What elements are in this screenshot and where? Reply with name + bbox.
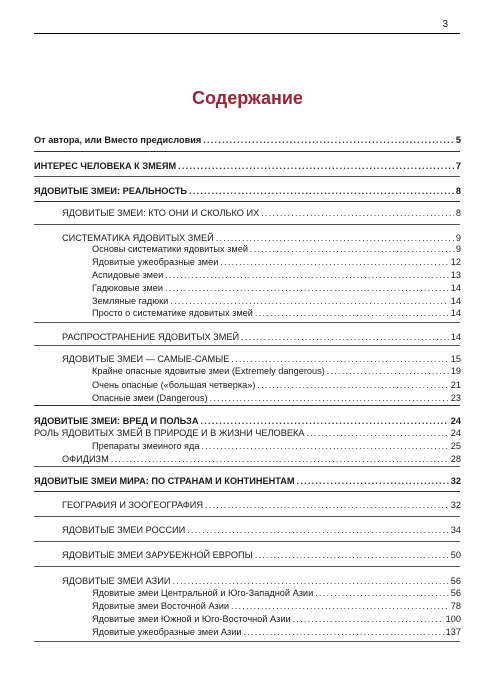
dot-leader xyxy=(220,257,448,268)
toc-entry-label: ОФИДИЗМ xyxy=(62,454,109,464)
dot-leader xyxy=(231,601,449,612)
toc-entry-page: 21 xyxy=(450,380,461,390)
toc-entry-page: 14 xyxy=(450,283,461,293)
dot-leader xyxy=(203,135,454,146)
toc-entry[interactable] xyxy=(92,380,461,391)
dot-leader xyxy=(315,588,449,599)
toc-entry-page: 32 xyxy=(450,500,461,510)
toc-entry[interactable] xyxy=(62,454,461,465)
toc-entry-label: ИНТЕРЕС ЧЕЛОВЕКА К ЗМЕЯМ xyxy=(34,161,177,171)
toc-entry-label: ЯДОВИТЫЕ ЗМЕИ АЗИИ xyxy=(62,576,171,586)
toc-entry-label: ЯДОВИТЫЕ ЗМЕИ — САМЫЕ-САМЫЕ xyxy=(62,354,230,364)
dot-leader xyxy=(250,244,454,255)
dot-leader xyxy=(241,332,449,343)
dot-leader xyxy=(178,161,454,172)
dot-leader xyxy=(306,428,448,439)
toc-entry-page: 50 xyxy=(450,550,461,560)
toc-entry[interactable] xyxy=(92,366,461,377)
toc-entry-label: СИСТЕМАТИКА ЯДОВИТЫХ ЗМЕЙ xyxy=(62,233,214,243)
toc-entry-page: 12 xyxy=(450,257,461,267)
toc-entry-page: 9 xyxy=(455,233,461,243)
dot-leader xyxy=(202,441,449,452)
toc-entry-page: 7 xyxy=(455,161,461,171)
toc-entry-label: Ядовитые ужеобразные змеи xyxy=(92,257,219,267)
section-divider xyxy=(34,491,460,492)
toc-entry-label: РАСПРОСТРАНЕНИЕ ЯДОВИТЫХ ЗМЕЙ xyxy=(62,332,240,342)
section-divider xyxy=(34,405,460,406)
toc-entry[interactable] xyxy=(92,393,461,404)
toc-entry[interactable] xyxy=(92,614,461,625)
toc-entry-label: ЯДОВИТЫЕ ЗМЕИ РОССИИ xyxy=(62,525,186,535)
dot-leader xyxy=(297,476,449,487)
toc-entry-page: 34 xyxy=(450,525,461,535)
toc-entry[interactable] xyxy=(62,525,461,536)
toc-entry-page: 137 xyxy=(445,627,461,637)
toc-entry[interactable] xyxy=(62,233,461,244)
dot-leader xyxy=(189,186,454,197)
toc-entry[interactable] xyxy=(92,588,461,599)
toc-entry-label: Основы систематики ядовитых змей xyxy=(92,244,248,254)
toc-entry[interactable] xyxy=(92,283,461,294)
dot-leader xyxy=(255,550,449,561)
section-divider xyxy=(34,541,460,542)
toc-entry-page: 78 xyxy=(450,601,461,611)
section-divider xyxy=(34,201,460,202)
toc-entry-page: 25 xyxy=(450,441,461,451)
toc-entry[interactable] xyxy=(34,186,461,197)
toc-entry-label: ЯДОВИТЫЕ ЗМЕИ: ВРЕД И ПОЛЬЗА xyxy=(34,416,199,426)
toc-entry[interactable] xyxy=(92,601,461,612)
toc-entry-page: 19 xyxy=(450,366,461,376)
section-divider xyxy=(34,566,460,567)
toc-entry-label: ЯДОВИТЫЕ ЗМЕИ: РЕАЛЬНОСТЬ xyxy=(34,186,188,196)
header-rule xyxy=(34,33,460,34)
dot-leader xyxy=(231,354,448,365)
toc-entry-label: ЯДОВИТЫЕ ЗМЕИ ЗАРУБЕЖНОЙ ЕВРОПЫ xyxy=(62,550,253,560)
toc-entry-page: 14 xyxy=(450,308,461,318)
toc-entry[interactable] xyxy=(92,441,461,452)
toc-entry-page: 14 xyxy=(450,332,461,342)
dot-leader xyxy=(327,366,449,377)
toc-entry-page: 9 xyxy=(455,244,461,254)
toc-entry-label: РОЛЬ ЯДОВИТЫХ ЗМЕЙ В ПРИРОДЕ И В ЖИЗНИ ЧЕЛОВЕКА xyxy=(34,428,305,438)
section-divider xyxy=(34,345,460,346)
toc-entry-label: Ядовитые змеи Восточной Азии xyxy=(92,601,230,611)
section-divider xyxy=(34,466,460,467)
dot-leader xyxy=(293,614,444,625)
toc-entry[interactable] xyxy=(62,354,461,365)
toc-entry-label: Земляные гадюки xyxy=(92,296,169,306)
toc-entry[interactable] xyxy=(62,208,461,219)
toc-entry[interactable] xyxy=(62,500,461,511)
toc-entry[interactable] xyxy=(62,576,461,587)
toc-entry-label: Ядовитые ужеобразные змеи Азии xyxy=(92,627,242,637)
toc-entry[interactable] xyxy=(34,135,461,146)
toc-entry-page: 14 xyxy=(450,296,461,306)
toc-entry[interactable] xyxy=(34,416,461,427)
toc-entry[interactable] xyxy=(92,296,461,307)
toc-entry-label: Очень опасные («большая четверка») xyxy=(92,380,256,390)
toc-entry-label: Препараты змеиного яда xyxy=(92,441,200,451)
toc-entry[interactable] xyxy=(92,244,461,255)
toc-entry-label: Просто о систематике ядовитых змей xyxy=(92,308,253,318)
dot-leader xyxy=(170,296,448,307)
dot-leader xyxy=(216,233,454,244)
toc-entry-label: Гадюковые змеи xyxy=(92,283,163,293)
section-divider xyxy=(34,641,460,642)
toc-entry[interactable] xyxy=(92,270,461,281)
toc-entry-label: ЯДОВИТЫЕ ЗМЕИ: КТО ОНИ И СКОЛЬКО ИХ xyxy=(62,208,260,218)
page-title: Содержание xyxy=(192,88,303,108)
dot-leader xyxy=(257,380,448,391)
toc-entry-label: Опасные змеи (Dangerous) xyxy=(92,393,208,403)
toc-entry[interactable] xyxy=(92,627,461,638)
section-divider xyxy=(34,322,460,323)
page-number: 3 xyxy=(442,19,448,30)
dot-leader xyxy=(244,627,444,638)
toc-entry[interactable] xyxy=(62,332,461,343)
toc-entry-page: 15 xyxy=(450,354,461,364)
toc-entry-page: 24 xyxy=(450,416,461,426)
toc-entry[interactable] xyxy=(34,161,461,172)
toc-entry-label: ГЕОГРАФИЯ И ЗООГЕОГРАФИЯ xyxy=(62,500,204,510)
toc-entry-page: 32 xyxy=(450,476,461,486)
dot-leader xyxy=(261,208,454,219)
dot-leader xyxy=(165,270,449,281)
dot-leader xyxy=(187,525,449,536)
dot-leader xyxy=(200,416,448,427)
toc-entry-page: 23 xyxy=(450,393,461,403)
section-divider xyxy=(34,151,460,152)
dot-leader xyxy=(111,454,449,465)
toc-entry[interactable] xyxy=(92,257,461,268)
section-divider xyxy=(34,176,460,177)
dot-leader xyxy=(210,393,449,404)
toc-entry-page: 8 xyxy=(455,186,461,196)
toc-entry[interactable] xyxy=(62,550,461,561)
toc-entry-page: 56 xyxy=(450,588,461,598)
toc-entry-label: ЯДОВИТЫЕ ЗМЕИ МИРА: ПО СТРАНАМ И КОНТИНЕНТАМ xyxy=(34,476,295,486)
toc-entry-label: От автора, или Вместо предисловия xyxy=(34,135,202,145)
section-divider xyxy=(34,224,460,225)
toc-entry-label: Крайне опасные ядовитые змеи (Extremely dangerous) xyxy=(92,366,325,376)
toc-entry-page: 5 xyxy=(455,135,461,145)
toc-entry-label: Ядовитые змеи Южной и Юго-Восточной Азии xyxy=(92,614,291,624)
toc-entry-label: Аспидовые змеи xyxy=(92,270,164,280)
dot-leader xyxy=(172,576,448,587)
toc-entry[interactable] xyxy=(34,428,461,439)
toc-entry-page: 8 xyxy=(455,208,461,218)
toc-entry-page: 28 xyxy=(450,454,461,464)
toc-entry-page: 56 xyxy=(450,576,461,586)
toc-entry[interactable] xyxy=(92,308,461,319)
dot-leader xyxy=(165,283,449,294)
dot-leader xyxy=(255,308,449,319)
toc-entry-page: 13 xyxy=(450,270,461,280)
toc-entry-page: 100 xyxy=(445,614,461,624)
toc-entry-label: Ядовитые змеи Центральной и Юго-Западной Азии xyxy=(92,588,314,598)
toc-entry-page: 24 xyxy=(450,428,461,438)
section-divider xyxy=(34,516,460,517)
toc-entry[interactable] xyxy=(34,476,461,487)
dot-leader xyxy=(205,500,449,511)
